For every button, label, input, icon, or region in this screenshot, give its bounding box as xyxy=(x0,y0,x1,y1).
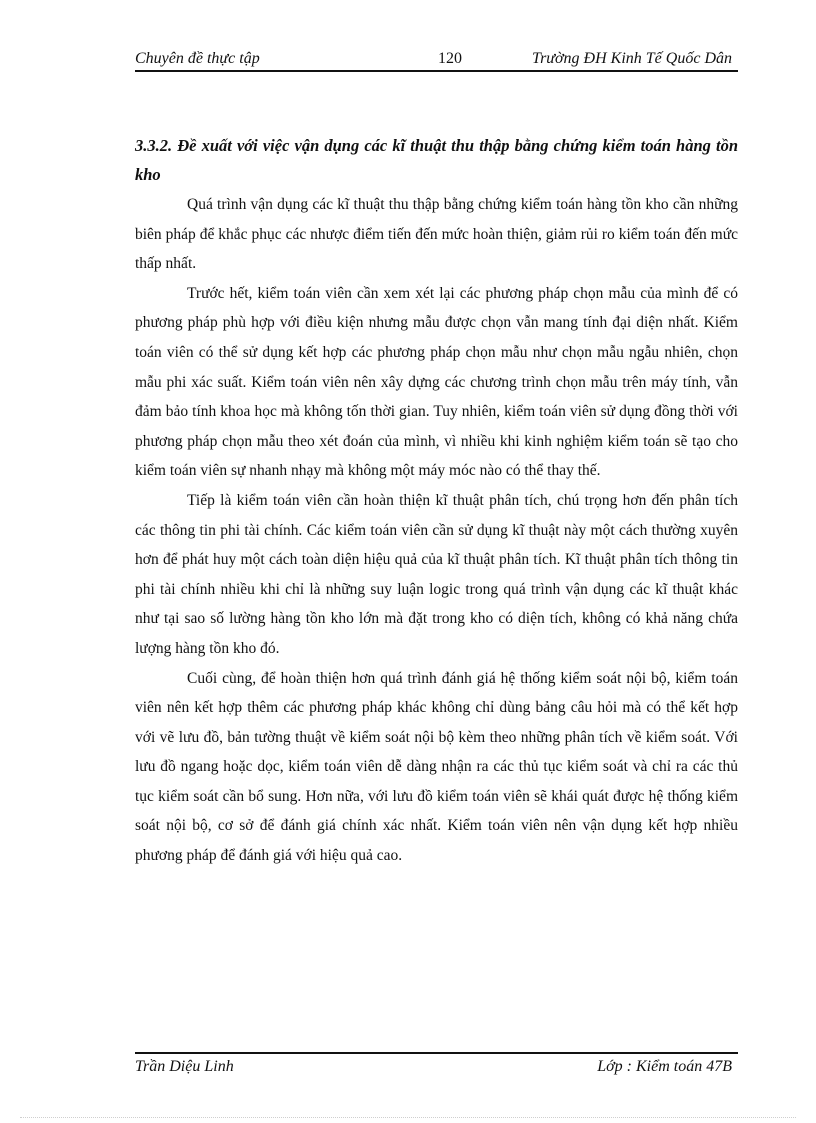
header-document-type: Chuyên đề thực tập xyxy=(135,50,260,67)
paragraph: Trước hết, kiểm toán viên cần xem xét lại các phương pháp chọn mẫu của mình để có phương pháp phù hợp với điều kiện nhưng mẫu được chọn vẫn mang tính đại diện nhất. Kiểm toán viên có thể sử dụng kết hợp các phương pháp chọn mẫu như chọn mẫu ngẫu nhiên, chọn mẫu phi xác suất. Kiểm toán viên nên xây dựng các chương trình chọn mẫu trên máy tính, vẫn đảm bảo tính khoa học mà không tốn thời gian. Tuy nhiên, kiểm toán viên sử dụng đồng thời với phương pháp chọn mẫu theo xét đoán của mình, vì nhiều khi kinh nghiệm kiểm toán sẽ tạo cho kiểm toán viên sự nhanh nhạy mà không một máy móc nào có thể thay thế. xyxy=(135,284,738,480)
section-heading: 3.3.2. Đề xuất với việc vận dụng các kĩ thuật thu thập bằng chứng kiểm toán hàng tồn kho xyxy=(135,136,738,184)
footer-author: Trần Diệu Linh xyxy=(135,1058,234,1075)
footer-class: Lớp : Kiểm toán 47B xyxy=(597,1058,732,1075)
footer-divider xyxy=(135,1052,738,1054)
paragraph: Tiếp là kiểm toán viên cần hoàn thiện kĩ thuật phân tích, chú trọng hơn đến phân tích các thông tin phi tài chính. Các kiểm toán viên cần sử dụng kĩ thuật này một cách thường xuyên hơn để phát huy một cách toàn diện hiệu quả của kĩ thuật phân tích. Kĩ thuật phân tích thông tin phi tài chính nhiều khi chỉ là những suy luận logic trong quá trình vận dụng các kĩ thuật khác như tại sao số lường hàng tồn kho lớn mà đặt trong kho có diện tích, không có khả năng chứa lượng hàng tồn kho đó. xyxy=(135,491,738,657)
paragraph: Quá trình vận dụng các kĩ thuật thu thập bằng chứng kiểm toán hàng tồn kho cần những biên pháp để khắc phục các nhược điểm tiến đến mức hoàn thiện, giảm rủi ro kiểm toán đến mức thấp nhất. xyxy=(135,196,738,273)
page-footer xyxy=(135,1056,738,1080)
header-university: Trường ĐH Kinh Tế Quốc Dân xyxy=(532,50,732,67)
paragraph: Cuối cùng, để hoàn thiện hơn quá trình đánh giá hệ thống kiểm soát nội bộ, kiểm toán viên nên kết hợp thêm các phương pháp khác không chỉ dùng bảng câu hỏi mà có thể kết hợp với vẽ lưu đồ, bản tường thuật về kiểm soát nội bộ kèm theo những phân tích về kiểm soát. Với lưu đồ ngang hoặc dọc, kiểm toán viên dễ dàng nhận ra các thủ tục kiểm soát và chỉ ra các thủ tục kiểm soát cần bổ sung. Hơn nữa, với lưu đồ kiểm toán viên sẽ khái quát được hệ thống kiểm soát nội bộ, cơ sở để đánh giá chính xác nhất. Kiểm toán viên nên vận dụng kết hợp nhiều phương pháp để đánh giá với hiệu quả cao. xyxy=(135,669,738,865)
body-text xyxy=(135,190,738,871)
header-divider xyxy=(135,70,738,72)
page-bottom-border xyxy=(20,1117,796,1118)
page-header xyxy=(135,46,738,70)
header-page-number: 120 xyxy=(438,50,462,67)
